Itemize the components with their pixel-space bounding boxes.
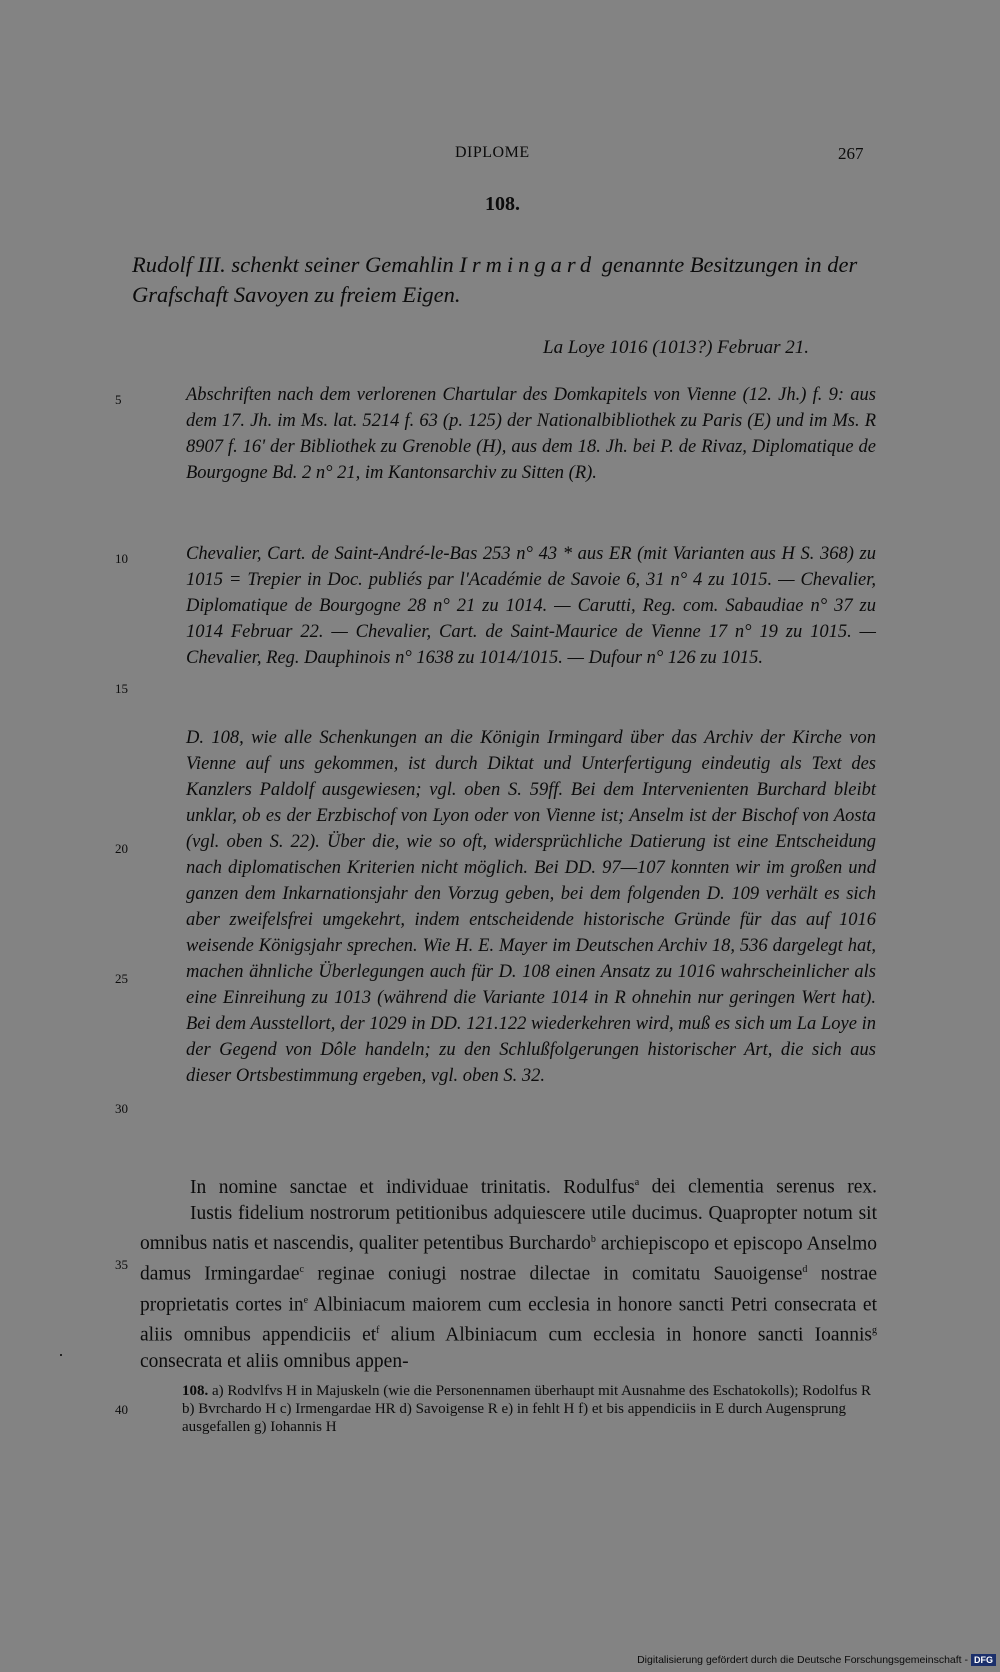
footnote-marker: g bbox=[872, 1325, 877, 1336]
footnote-marker: a bbox=[634, 1177, 640, 1188]
footnote-marker: c bbox=[299, 1264, 304, 1275]
title-part-2: genannte Besitzungen in der Grafschaft Savoyen zu freiem Eigen. bbox=[132, 252, 858, 307]
footnote-marker: b bbox=[590, 1233, 596, 1245]
line-number: 30 bbox=[115, 1101, 128, 1116]
footnote-marker: f bbox=[376, 1325, 380, 1336]
document-number: 108. bbox=[485, 193, 520, 215]
manuscript-sources: Abschriften nach dem verlorenen Chartular des Domkapitels von Vienne (12. Jh.) f. 9: aus dem 17. Jh. im Ms. lat. 5214 f. 63 (p. 125) der Nationalbibliothek zu Paris (E) und im Ms. R 8907 f. 16' der Bibliothek zu Grenoble (H), aus dem 18. Jh. bei P. de Rivaz, Diplomatique de Bourgogne Bd. 2 n° 21, im Kantonsarchiv zu Sitten (R). bbox=[186, 385, 876, 483]
title-name: Irmingard bbox=[459, 252, 597, 277]
place-date: La Loye 1016 (1013?) Februar 21. bbox=[543, 337, 809, 358]
scan-mark bbox=[60, 1354, 62, 1356]
line-number: 25 bbox=[115, 971, 128, 986]
charter-text: In nomine sanctae et individuae trinitatis. Rodulfus$^a$ dei clementia serenus rex. Iustis fidelium nostrorum petitionibus adquiescere utile ducimus. Quapropter notum sit omnibus natis et nascendis, qualiter petentibus Burchardo$^b$ archiepiscopo et episcopo Anselmo damus Irmingardae$^c$ reginae coniugi nostrae dilectae in comitatu Sauoigense$^d$ nostrae proprietatis cortes $in^e$ Albiniacum maiorem cum ecclesia in honore sancti Petri consecrata et aliis omnibus appendiciis $et^f$ alium Albiniacum cum ecclesia in honore sancti Ioannis$^g$ consecrata et aliis omnibus appen- bbox=[140, 1176, 878, 1372]
footnote-marker: e bbox=[303, 1294, 309, 1306]
title-part-1: Rudolf III. schenkt seiner Gemahlin bbox=[132, 252, 454, 277]
line-number: 20 bbox=[115, 841, 128, 856]
page-number: 267 bbox=[838, 144, 864, 163]
line-number: 5 bbox=[115, 392, 122, 407]
literature-references: Chevalier, Cart. de Saint-André-le-Bas 253 n° 43 * aus ER (mit Varianten aus H S. 368) zu 1015 = Trepier in Doc. publiés par l'Académie de Savoie 6, 31 n° 4 zu 1015. — Chevalier, Diplomatique de Bourgogne 28 n° 21 zu 1014. — Carutti, Reg. com. Sabaudiae n° 37 zu 1014 Februar 22. — Chevalier, Cart. de Saint-Maurice de Vienne 17 n° 19 zu 1015. — Chevalier, Reg. Dauphinois n° 1638 zu 1014/1015. — Dufour n° 126 zu 1015. bbox=[186, 544, 876, 668]
footnotes bbox=[182, 1382, 877, 1436]
charter-body: Iustis fidelium nostrorum petitionibus adquiescere utile ducimus. Quapropter notum sit omnibus natis et nascendis, qualiter petentibus Burchardo bbox=[140, 1202, 877, 1254]
footnote-label: 108. bbox=[182, 1383, 209, 1399]
dfg-logo: DFG bbox=[971, 1654, 996, 1666]
line-number: 35 bbox=[115, 1257, 128, 1272]
document-title bbox=[132, 250, 877, 310]
charter-invocation: In nomine sanctae et individuae trinitatis. Rodulfus bbox=[190, 1176, 635, 1198]
digitization-credit bbox=[637, 1654, 996, 1666]
line-number: 40 bbox=[115, 1402, 128, 1417]
editorial-commentary: D. 108, wie alle Schenkungen an die Königin Irmingard über das Archiv der Kirche von Vienne auf uns gekommen, ist durch Diktat und Unterfertigung eindeutig als Text des Kanzlers Paldolf ausgewiesen; vgl. oben S. 59ff. Bei dem Intervenienten Burchard bleibt unklar, ob es der Erzbischof von Lyon oder von Vienne ist; Anselm ist der Bischof von Aosta (vgl. oben S. 22). Über die, wie so oft, widersprüchliche Datierung ist eine Entscheidung nach diplomatischen Kriterien nicht möglich. Bei DD. 97—107 konnten wir im großen und ganzen dem Inkarnationsjahr den Vorzug geben, bei dem folgenden D. 109 verhält es sich aber zweifelsfrei umgekehrt, indem entscheidende historische Gründe für das auf 1016 weisende Königsjahr sprechen. Wie H. E. Mayer im Deutschen Archiv 18, 536 dargelegt hat, machen ähnliche Überlegungen auch für D. 108 einen Ansatz zu 1016 wahrscheinlicher als eine Einreihung zu 1013 (während die Variante 1014 in R ohnehin nur geringen Wert hat). Bei dem Ausstellort, der 1029 in DD. 121.122 wiederkehren wird, muß es sich um La Loye in der Gegend von Dôle handeln; zu den Schlußfolgerungen historischer Art, die sich aus dieser Ortsbestimmung ergeben, vgl. oben S. 32. bbox=[186, 728, 876, 1086]
line-number: 10 bbox=[115, 551, 128, 566]
footnote-marker: d bbox=[802, 1264, 808, 1275]
line-number: 15 bbox=[115, 681, 128, 696]
credit-text: Digitalisierung gefördert durch die Deutsche Forschungsgemeinschaft - bbox=[637, 1654, 968, 1666]
running-header: DIPLOME bbox=[455, 144, 530, 161]
footnote-text: a) Rodvlfvs H in Majuskeln (wie die Personennamen überhaupt mit Ausnahme des Eschatokolls); Rodolfus R b) Bvrchardo H c) Irmengardae HR d) Savoigense R e) in fehlt H f) et bis appendiciis in E durch Augensprung ausgefallen g) Iohannis H bbox=[182, 1383, 872, 1435]
